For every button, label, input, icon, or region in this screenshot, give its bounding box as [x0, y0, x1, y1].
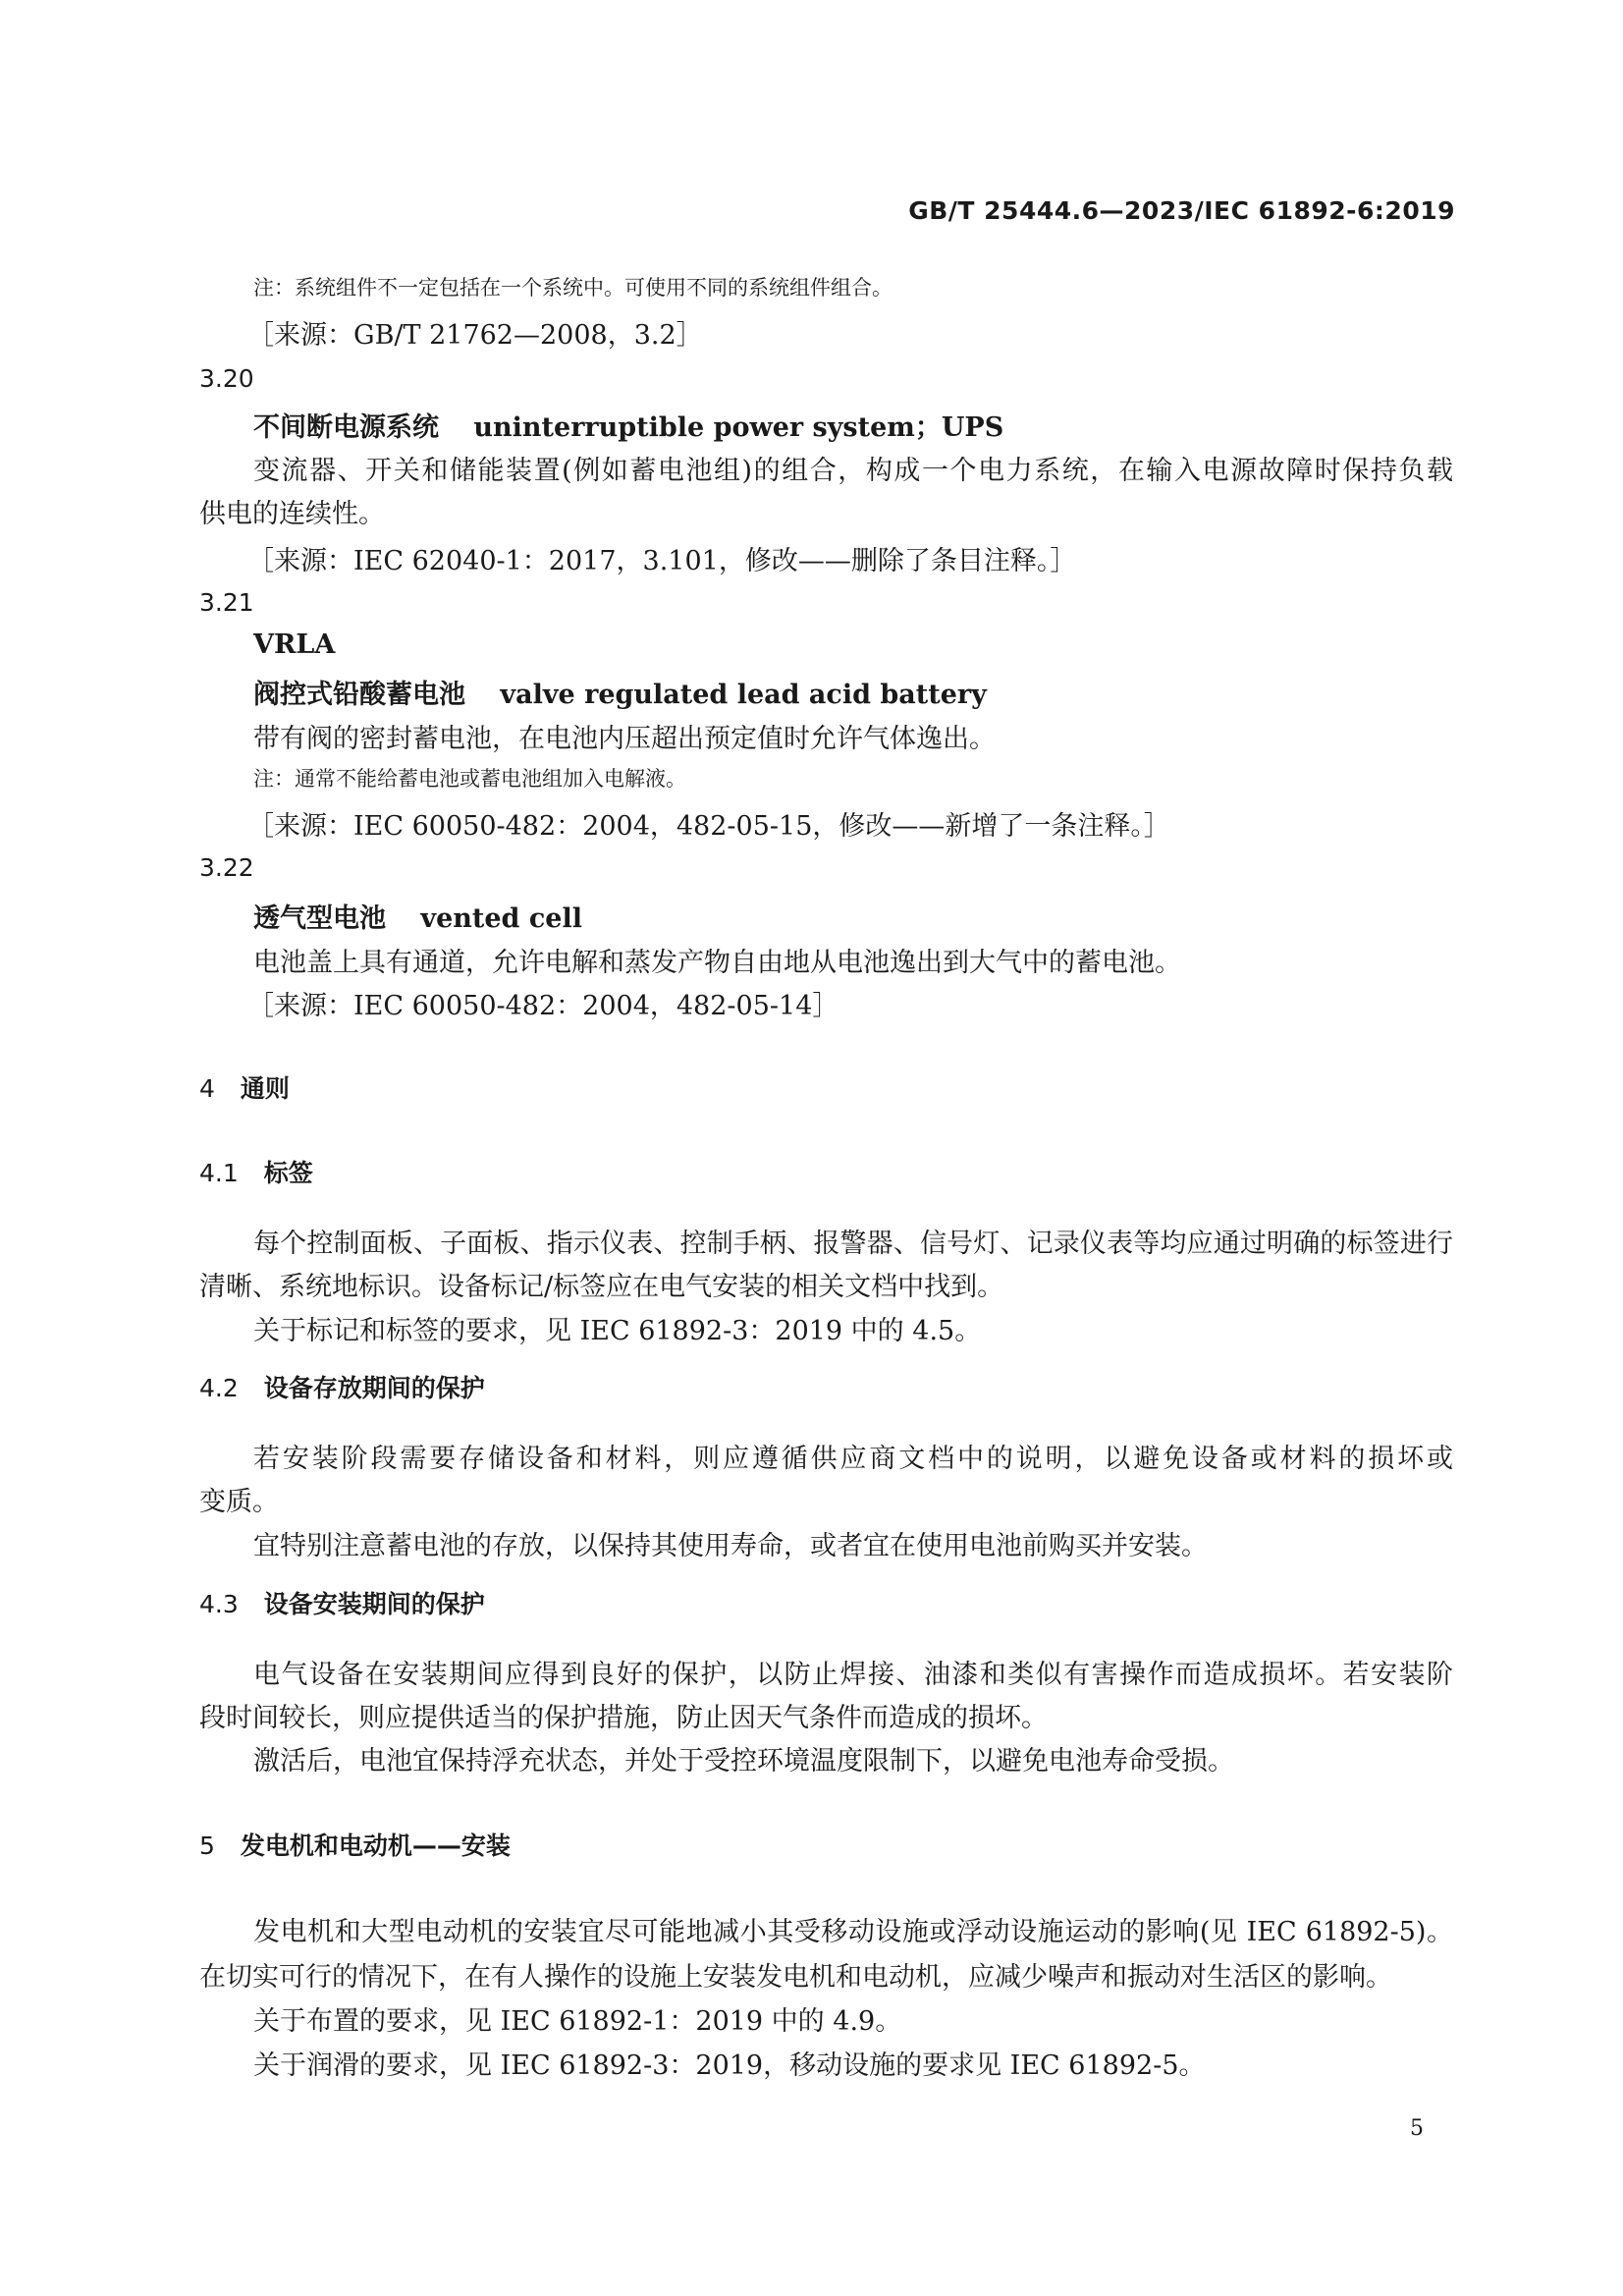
section-5-p1-line2: 在切实可行的情况下，在有人操作的设施上安装发电机和电动机，应减少噪声和振动对生活区的影响。 [199, 1962, 1392, 1993]
term-number-3-22: 3.22 [199, 853, 254, 882]
section-5-p1 [253, 1910, 1453, 1948]
term-3-21 [253, 673, 987, 711]
term-number-3-20: 3.20 [199, 364, 254, 393]
definition-3-20-line2: 供电的连续性。 [199, 499, 385, 529]
term-3-22-en: vented cell [420, 903, 582, 934]
section-4-1-number: 4.1 [199, 1159, 239, 1187]
term-3-21-zh: 阀控式铅酸蓄电池 [253, 680, 465, 710]
section-4-1-title: 标签 [263, 1159, 313, 1187]
source-3-22: ［来源：IEC 60050-482：2004，482-05-14］ [247, 991, 839, 1021]
section-5-number: 5 [199, 1831, 215, 1860]
section-4-1-p2: 关于标记和标签的要求，见 IEC 61892-3：2019 中的 4.5。 [253, 1316, 982, 1346]
section-4-2-p1-line1: 若安装阶段需要存储设备和材料，则应遵循供应商文档中的说明，以避免设备或材料的损坏或 [253, 1444, 1453, 1474]
term-3-20-zh: 不间断电源系统 [253, 412, 439, 443]
section-5-p2: 关于布置的要求，见 IEC 61892-1：2019 中的 4.9。 [253, 2006, 902, 2037]
page-number: 5 [1410, 2116, 1424, 2141]
source-3-20: ［来源：IEC 62040-1：2017，3.101，修改——删除了条目注释。］ [247, 546, 1077, 576]
section-4-3-title: 设备安装期间的保护 [263, 1590, 485, 1618]
term-3-22-zh: 透气型电池 [253, 903, 386, 934]
definition-3-20 [253, 449, 1453, 487]
source-3-21: ［来源：IEC 60050-482：2004，482-05-15，修改——新增了一条注释。］ [247, 811, 1170, 842]
section-4-number: 4 [199, 1074, 215, 1103]
section-4-1-p1 [253, 1222, 1453, 1260]
section-5-title: 发电机和电动机——安装 [240, 1831, 511, 1860]
definition-3-21: 带有阀的密封蓄电池，在电池内压超出预定值时允许气体逸出。 [253, 724, 996, 754]
section-4-2-heading [199, 1369, 485, 1404]
term-3-20-en: uninterruptible power system；UPS [473, 412, 1004, 443]
section-4-title: 通则 [240, 1074, 290, 1103]
note-3-21: 注：通常不能给蓄电池或蓄电池组加入电解液。 [253, 767, 686, 791]
section-4-2-number: 4.2 [199, 1374, 239, 1402]
term-3-21-abbr: VRLA [253, 629, 336, 660]
standard-id-header: GB/T 25444.6—2023/IEC 61892-6:2019 [908, 196, 1455, 225]
section-4-2-p2: 宜特别注意蓄电池的存放，以保持其使用寿命，或者宜在使用电池前购买并安装。 [253, 1531, 1208, 1561]
section-5-p3: 关于润滑的要求，见 IEC 61892-3：2019，移动设施的要求见 IEC 61892-5。 [253, 2050, 1206, 2081]
section-4-3-number: 4.3 [199, 1590, 239, 1618]
section-4-2-p1 [253, 1437, 1453, 1475]
section-4-1-heading [199, 1154, 313, 1189]
section-4-3-p1-line1: 电气设备在安装期间应得到良好的保护，以防止焊接、油漆和类似有害操作而造成损坏。若安装阶 [253, 1660, 1453, 1690]
section-4-2-p1-line2: 变质。 [199, 1487, 279, 1517]
section-4-3-p2: 激活后，电池宜保持浮充状态，并处于受控环境温度限制下，以避免电池寿命受损。 [253, 1746, 1234, 1777]
section-5-heading [199, 1827, 511, 1862]
section-4-heading [199, 1069, 290, 1105]
section-4-2-title: 设备存放期间的保护 [263, 1374, 485, 1402]
term-number-3-21: 3.21 [199, 588, 254, 617]
term-3-21-en: valve regulated lead acid battery [500, 680, 987, 710]
source-3-19: ［来源：GB/T 21762—2008，3.2］ [247, 320, 703, 351]
note-3-19: 注：系统组件不一定包括在一个系统中。可使用不同的系统组件组合。 [253, 276, 893, 300]
section-4-3-p1-line2: 段时间较长，则应提供适当的保护措施，防止因天气条件而造成的损坏。 [199, 1703, 1048, 1733]
definition-3-22: 电池盖上具有通道，允许电解和蒸发产物自由地从电池逸出到大气中的蓄电池。 [253, 948, 1181, 978]
section-4-3-p1 [253, 1653, 1453, 1691]
section-4-1-p1-line1: 每个控制面板、子面板、指示仪表、控制手柄、报警器、信号灯、记录仪表等均应通过明确的标签进行 [253, 1229, 1453, 1259]
section-5-p1-line1: 发电机和大型电动机的安装宜尽可能地减小其受移动设施或浮动设施运动的影响(见 IEC 61892-5)。 [253, 1917, 1453, 1947]
section-4-3-heading [199, 1585, 485, 1620]
definition-3-20-line1: 变流器、开关和储能装置(例如蓄电池组)的组合，构成一个电力系统，在输入电源故障时保持负载 [253, 456, 1453, 486]
section-4-1-p1-line2: 清晰、系统地标识。设备标记/标签应在电气安装的相关文档中找到。 [199, 1272, 1004, 1302]
term-3-20 [253, 406, 1003, 444]
term-3-22 [253, 897, 582, 935]
